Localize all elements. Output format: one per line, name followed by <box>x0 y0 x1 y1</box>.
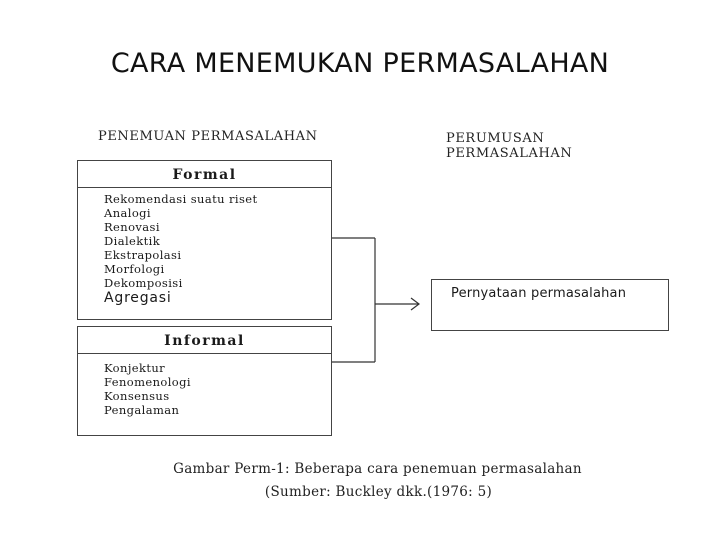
formal-item: Morfologi <box>104 262 165 276</box>
caption-line2: (Sumber: Buckley dkk.(1976: 5) <box>264 484 493 500</box>
formal-item: Dialektik <box>104 234 161 248</box>
informal-item: Konsensus <box>104 389 170 403</box>
formal-item: Rekomendasi suatu riset <box>104 192 258 206</box>
formal-heading: Formal <box>78 161 331 188</box>
right-header-line1: PERUMUSAN <box>446 131 545 146</box>
informal-item: Pengalaman <box>104 403 180 417</box>
formal-item: Analogi <box>104 206 152 220</box>
informal-item: Fenomenologi <box>104 375 191 389</box>
problem-statement-label: Pernyataan permasalahan <box>451 286 627 301</box>
formal-item: Dekomposisi <box>104 276 183 290</box>
right-header-line2: PERMASALAHAN <box>446 146 573 161</box>
caption-line1: Gambar Perm-1: Beberapa cara penemuan permasalahan <box>173 461 582 477</box>
informal-item: Konjektur <box>104 361 166 375</box>
formal-item: Renovasi <box>104 220 160 234</box>
slide-title: CARA MENEMUKAN PERMASALAHAN <box>110 48 610 79</box>
formal-item: Ekstrapolasi <box>104 248 182 262</box>
formal-item: Agregasi <box>104 290 172 306</box>
informal-heading: Informal <box>78 327 331 354</box>
left-column-header: PENEMUAN PERMASALAHAN <box>98 129 318 144</box>
